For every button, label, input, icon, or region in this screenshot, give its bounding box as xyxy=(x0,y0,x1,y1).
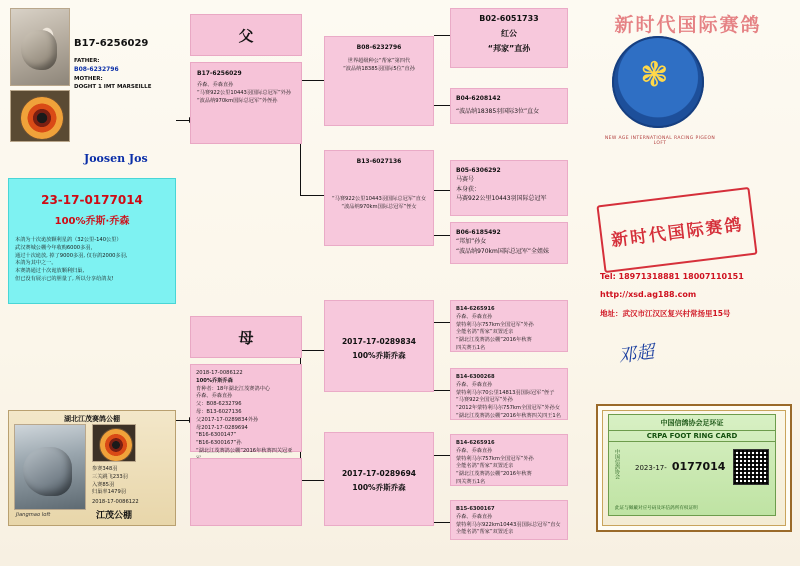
mother-card-line-1: 乔森、乔森直孙 xyxy=(196,393,233,400)
connector-left-mother xyxy=(176,420,190,421)
mother-card-line-4: 父2017-17-0289834外孙 xyxy=(196,416,259,423)
gen2-line-3-0: 100%乔斯乔森 xyxy=(352,483,406,492)
mother-header-box xyxy=(190,316,302,358)
gen3-card-6 xyxy=(450,434,568,486)
father-header-box xyxy=(190,14,302,56)
brand-addr: 地址：武汉市江汉区复兴村常扬里15号 xyxy=(600,309,731,318)
gen3-line-0-0: 红公 xyxy=(501,29,517,38)
gen3-card-1 xyxy=(450,88,568,124)
connector-g3-b xyxy=(434,105,450,106)
gen2-line-1-1: “波品纳970km国际总冠军”侄女 xyxy=(341,204,417,211)
highlight-ring: 23-17-0177014 xyxy=(41,193,143,207)
highlight-text-2: 通过十次诡放, 掉了9000多羽, 仅存鸽2000多羽, xyxy=(15,252,128,259)
brand-top-characters: 新时代国际赛鸽 xyxy=(614,14,762,36)
connector-g3-c xyxy=(434,190,450,191)
gen3-band-0: B02-6051733 xyxy=(479,14,539,23)
father-card-line-2: “波品纳970km国际总冠军”外侄孙 xyxy=(197,97,278,104)
gen2-card-1 xyxy=(324,150,434,246)
father-card-line-0: 乔森、乔森直孙 xyxy=(197,82,234,89)
loft-stat-0: 参赛348羽 xyxy=(92,466,118,472)
brand-web: http://xsd.ag188.com xyxy=(600,290,697,299)
highlight-text-1: 武汉赛城公棚今年收购6000多羽， xyxy=(15,244,96,251)
gen2-band-2: 2017-17-0289834 xyxy=(341,337,417,346)
bird-photo-bottom xyxy=(14,424,86,510)
gen3-line-7-2: 全能名鸽“帮家”双置近亲 xyxy=(456,529,514,536)
ring-card-title-cn: 中国信鸽协会足环证 xyxy=(660,419,724,427)
mother-label: MOTHER: xyxy=(74,76,103,82)
loft-stat-2: 入赛85羽 xyxy=(92,481,115,488)
gen2-line-0-1: “波品纳18385羽国际5位”直孙 xyxy=(343,66,415,73)
qr-code xyxy=(733,449,769,485)
connector-g3-d xyxy=(434,235,450,236)
brand-stamp: 新时代国际赛鸽 xyxy=(596,187,757,273)
gen3-line-4-3: “湖北江茂赛鸽公棚”2016年秋赛 xyxy=(456,337,532,344)
mother-card-line-0: 育种者：18年湖北江茂赛鸽中心 xyxy=(196,385,271,392)
gen3-line-6-1: 蒙特利马尔757km全国冠军”外孙 xyxy=(456,455,534,462)
gen3-line-6-0: 乔森、乔森直孙 xyxy=(456,447,493,454)
gen3-line-6-3: “湖北江茂赛鸽公棚”2016年秋赛 xyxy=(456,471,532,478)
gen3-line-5-4: “湖北江茂赛鸽公棚”2016年秋赛四关四王1名 xyxy=(456,412,561,419)
father-card xyxy=(190,62,302,144)
connector-g3-a xyxy=(434,35,450,36)
mother-card-band: 2018-17-0086122 xyxy=(196,370,243,376)
gen2-line-0-0: 世界超级种公“帮家”第四代 xyxy=(347,58,411,65)
mother-card-title: 100%乔斯乔森 xyxy=(196,377,233,384)
ring-card-green xyxy=(608,414,776,516)
highlight-text-0: 本鸽为十次诡放颗利星鸽（32公里-140公里） xyxy=(15,237,122,243)
connector-f-1 xyxy=(300,80,324,81)
highlight-panel xyxy=(8,178,176,304)
gen3-band-1: B04-6208142 xyxy=(456,95,501,102)
gen3-line-6-4: 四关赛五1名 xyxy=(456,478,486,485)
father-value: B08-6232796 xyxy=(74,66,119,73)
mother-card-line-6: “B16-6300147” xyxy=(196,432,237,439)
gen3-line-2-1: 本身获： xyxy=(456,185,481,193)
gen3-card-0 xyxy=(450,8,568,68)
gen3-line-4-2: 全能名鸽“帮家”双置近亲 xyxy=(456,329,514,336)
gen3-band-5: B14-6300268 xyxy=(456,374,495,380)
loft-stat-1: 三关跳飞233羽 xyxy=(92,473,128,480)
gen3-line-4-1: 蒙特利马尔757km全国冠军”外孙 xyxy=(456,321,534,328)
highlight-text-5: 但已没有展示已的胆量了, 所以分享给鸽友! xyxy=(15,275,114,282)
gen3-card-7 xyxy=(450,500,568,540)
eye-photo-bottom xyxy=(92,424,136,462)
strain-name: Joosen Jos xyxy=(84,152,148,165)
gen3-line-7-1: 蒙特利马尔922km10443羽国际总冠军”直女 xyxy=(456,521,561,528)
brand-tel: Tel: 18971318881 18007110151 xyxy=(600,272,744,281)
ring-card-title-en: CRPA FOOT RING CARD xyxy=(609,430,775,442)
connector-g3-h xyxy=(434,522,450,523)
gen3-line-3-0: “邦加”孙女 xyxy=(456,238,487,246)
loft-ring: 2018-17-0086122 xyxy=(92,499,139,506)
mother-value: DOGHT 1 IMT MARSEILLE xyxy=(74,84,152,90)
loft-title: 湖北江茂赛鸽公棚 xyxy=(64,415,120,423)
gen3-line-7-0: 乔森、乔森直孙 xyxy=(456,513,493,520)
ring-card-year: 2023-17- xyxy=(635,464,667,472)
mother-card-line-7: “B16-6300167”孙 xyxy=(196,440,242,447)
gen3-line-5-0: 乔森、乔森直孙 xyxy=(456,381,493,388)
gen3-line-2-2: 马赛922公里10443羽国际总冠军 xyxy=(456,194,547,202)
connector-g3-f xyxy=(434,390,450,391)
gen3-band-6: B14-6265916 xyxy=(456,440,495,446)
gen2-line-1-0: “马赛922公里10443羽国际总冠军”直女 xyxy=(331,196,427,203)
gen3-line-4-4: 四关赛五1名 xyxy=(456,344,486,351)
gen3-line-1-0: “波品纳18385羽国际3位”直女 xyxy=(456,108,540,116)
ring-card-side-text: 中国信鸽协会 xyxy=(614,449,620,479)
signature: 邓超 xyxy=(616,341,656,368)
loft-stat-3: 归巢率1479羽 xyxy=(92,489,126,496)
highlight-text-4: 本赛鸽通过十次诡放颗利归巢, xyxy=(15,268,85,275)
father-header: 父 xyxy=(238,27,254,45)
connector-g3-g xyxy=(434,455,450,456)
loft-caption-cn: 江茂公棚 xyxy=(96,511,133,521)
loft-stats xyxy=(92,466,172,507)
gen3-band-3: B06-6185492 xyxy=(456,229,501,236)
mother-card-line-8: “湖北江茂赛鸽公棚”2016年秋赛四关冠亚 xyxy=(196,447,293,454)
gen2-band-1: B13-6027136 xyxy=(356,158,402,165)
gen3-band-4: B14-6265916 xyxy=(456,306,495,312)
highlight-text-3: 本鸽为其中之一。 xyxy=(15,260,57,267)
highlight-strain: 100%乔斯·乔森 xyxy=(54,216,130,227)
brand-sub-en: NEW AGE INTERNATIONAL RACING PIGEON LOFT xyxy=(604,136,716,146)
gen2-band-3: 2017-17-0289694 xyxy=(341,469,417,478)
bird-photo-top xyxy=(10,8,70,86)
left-band-number: B17-6256029 xyxy=(74,38,149,49)
gen2-card-0 xyxy=(324,36,434,126)
mother-card-extra xyxy=(190,458,302,526)
gen3-line-6-2: 全能名鸽“帮家”双置近亲 xyxy=(456,463,514,470)
mother-card xyxy=(190,364,302,452)
gen3-band-2: B05-6306292 xyxy=(456,167,501,174)
ring-card-footer: 此证与佩戴对应号码及环信鸽所有权证明 xyxy=(615,506,698,511)
father-label: FATHER: xyxy=(74,58,100,64)
gen2-band-0: B08-6232796 xyxy=(356,44,402,51)
gen2-line-2-0: 100%乔斯乔森 xyxy=(352,351,406,360)
gen3-line-5-1: 蒙特利马尔70公里14813羽国际冠军”侄子 xyxy=(456,389,555,396)
eye-photo xyxy=(10,90,70,142)
father-card-line-1: “马赛922公里10443羽国际总冠军”外孙 xyxy=(197,90,292,97)
connector-m-2 xyxy=(300,480,324,481)
connector-f-2 xyxy=(300,195,324,196)
mother-card-line-3: 母：B13-6027136 xyxy=(196,408,242,415)
mother-card-line-5: 母2017-17-0289694 xyxy=(196,424,248,431)
gen3-line-3-1: “波品纳970km国际总冠军”全姐妹 xyxy=(456,247,549,255)
father-card-band: B17-6256029 xyxy=(197,70,242,77)
connector-g3-e xyxy=(434,322,450,323)
gen3-band-7: B15-6300167 xyxy=(456,506,495,512)
gen3-card-2 xyxy=(450,160,568,216)
gen3-line-0-1: “邦家”直孙 xyxy=(487,44,531,53)
gen3-card-3 xyxy=(450,222,568,264)
gen3-line-5-3: “2012年蒙特利马尔757km全国冠军”外孙女 xyxy=(456,405,560,412)
connector-left-father xyxy=(176,120,190,121)
gen3-card-5 xyxy=(450,368,568,420)
gen3-line-2-0: 马赛号 xyxy=(456,176,475,184)
gen3-line-4-0: 乔森、乔森直孙 xyxy=(456,313,493,320)
mother-header: 母 xyxy=(238,329,254,347)
loft-caption-en: Jiangmao loft xyxy=(16,512,51,518)
eagle-icon: ❃ xyxy=(640,55,669,95)
connector-m-1 xyxy=(300,350,324,351)
gen3-line-5-2: “马赛922全国冠军”外孙 xyxy=(456,397,513,404)
gen2-card-3 xyxy=(324,432,434,526)
gen2-card-2 xyxy=(324,300,434,392)
ring-card-number: 0177014 xyxy=(671,460,726,473)
mother-card-line-2: 父：B08-6232796 xyxy=(196,401,242,408)
gen3-card-4 xyxy=(450,300,568,352)
